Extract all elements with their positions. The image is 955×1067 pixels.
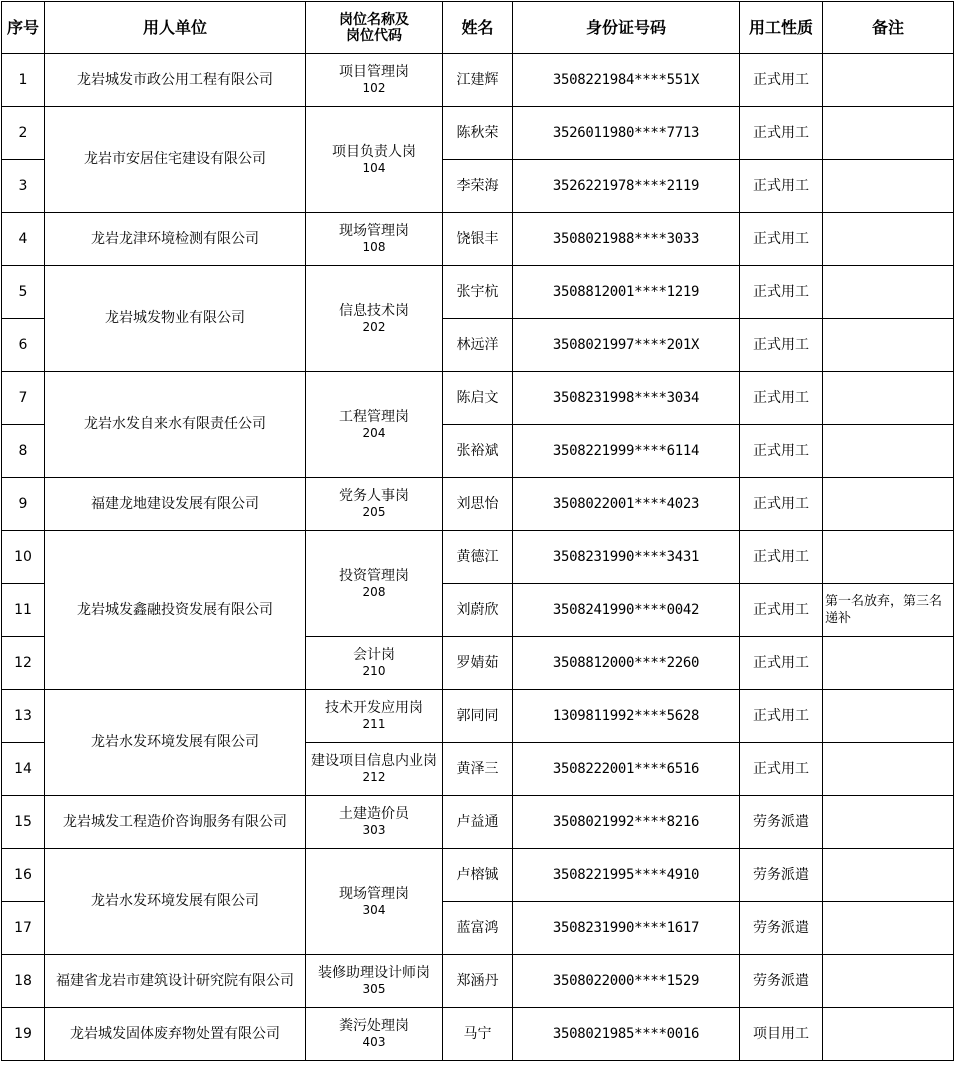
row-seq: 5 <box>2 266 45 319</box>
position-name: 技术开发应用岗 <box>325 700 423 716</box>
remark-cell: 第一名放弃，第三名递补 <box>823 584 954 637</box>
table-row <box>2 796 954 849</box>
person-name: 卢益通 <box>443 796 513 849</box>
position-cell <box>306 849 443 955</box>
table-row <box>2 266 954 319</box>
row-seq: 1 <box>2 54 45 107</box>
employment-type: 正式用工 <box>740 743 823 796</box>
position-code: 212 <box>362 770 386 784</box>
person-name: 林远洋 <box>443 319 513 372</box>
employment-type: 正式用工 <box>740 54 823 107</box>
employer-cell: 福建省龙岩市建筑设计研究院有限公司 <box>45 955 306 1008</box>
header-remarks: 备注 <box>823 2 954 54</box>
row-seq: 16 <box>2 849 45 902</box>
id-number: 3508221984****551X <box>513 54 740 107</box>
employer-cell: 龙岩龙津环境检测有限公司 <box>45 213 306 266</box>
row-seq: 8 <box>2 425 45 478</box>
id-number: 3508231990****3431 <box>513 531 740 584</box>
employment-type: 正式用工 <box>740 266 823 319</box>
employment-type: 劳务派遣 <box>740 849 823 902</box>
employer-cell: 龙岩城发物业有限公司 <box>45 266 306 372</box>
row-seq: 15 <box>2 796 45 849</box>
person-name: 罗婧茹 <box>443 637 513 690</box>
position-cell <box>306 213 443 266</box>
person-name: 陈秋荣 <box>443 107 513 160</box>
position-code: 108 <box>362 240 386 254</box>
remark-cell <box>823 1008 954 1061</box>
table-row <box>2 372 954 425</box>
row-seq: 13 <box>2 690 45 743</box>
position-name: 土建造价员 <box>339 806 409 822</box>
employer-cell: 龙岩城发鑫融投资发展有限公司 <box>45 531 306 690</box>
position-code: 205 <box>362 505 386 519</box>
position-name: 党务人事岗 <box>339 488 409 504</box>
header-name: 姓名 <box>443 2 513 54</box>
id-number: 3508021985****0016 <box>513 1008 740 1061</box>
header-seq: 序号 <box>2 2 45 54</box>
position-name: 会计岗 <box>353 647 395 663</box>
employment-type: 正式用工 <box>740 107 823 160</box>
position-code: 403 <box>362 1035 386 1049</box>
person-name: 卢榕铖 <box>443 849 513 902</box>
position-code: 208 <box>362 584 386 599</box>
table-row <box>2 955 954 1008</box>
remark-cell <box>823 690 954 743</box>
header-position <box>306 2 443 54</box>
remark-cell <box>823 796 954 849</box>
position-name: 项目管理岗 <box>339 64 409 80</box>
remark-cell <box>823 372 954 425</box>
row-seq: 10 <box>2 531 45 584</box>
table-row <box>2 107 954 160</box>
position-code: 304 <box>362 902 386 917</box>
position-cell <box>306 637 443 690</box>
row-seq: 19 <box>2 1008 45 1061</box>
id-number: 3508812001****1219 <box>513 266 740 319</box>
id-number: 3508812000****2260 <box>513 637 740 690</box>
employment-type: 劳务派遣 <box>740 955 823 1008</box>
id-number: 3508231998****3034 <box>513 372 740 425</box>
person-name: 李荣海 <box>443 160 513 213</box>
header-employment-type: 用工性质 <box>740 2 823 54</box>
header-row <box>2 2 954 54</box>
remark-cell <box>823 637 954 690</box>
table-row <box>2 531 954 584</box>
position-cell <box>306 796 443 849</box>
person-name: 刘思怡 <box>443 478 513 531</box>
position-cell <box>306 690 443 743</box>
row-seq: 9 <box>2 478 45 531</box>
employment-type: 正式用工 <box>740 319 823 372</box>
table-row <box>2 213 954 266</box>
employer-cell: 龙岩市安居住宅建设有限公司 <box>45 107 306 213</box>
id-number: 1309811992****5628 <box>513 690 740 743</box>
header-id-number: 身份证号码 <box>513 2 740 54</box>
person-name: 陈启文 <box>443 372 513 425</box>
position-name: 工程管理岗 <box>339 408 409 425</box>
position-code: 305 <box>362 982 386 996</box>
table-row <box>2 690 954 743</box>
employer-cell: 龙岩水发环境发展有限公司 <box>45 690 306 796</box>
position-cell <box>306 266 443 372</box>
position-name: 建设项目信息内业岗 <box>311 753 437 769</box>
header-position-line1: 岗位名称及 <box>339 11 409 28</box>
id-number: 3508022000****1529 <box>513 955 740 1008</box>
id-number: 3508021992****8216 <box>513 796 740 849</box>
id-number: 3508021988****3033 <box>513 213 740 266</box>
employment-type: 正式用工 <box>740 425 823 478</box>
position-name: 项目负责人岗 <box>332 143 416 160</box>
row-seq: 14 <box>2 743 45 796</box>
table-row <box>2 1008 954 1061</box>
employer-cell: 龙岩水发自来水有限责任公司 <box>45 372 306 478</box>
person-name: 饶银丰 <box>443 213 513 266</box>
table-row <box>2 478 954 531</box>
employer-cell: 福建龙地建设发展有限公司 <box>45 478 306 531</box>
position-name: 投资管理岗 <box>339 567 409 584</box>
employment-type: 正式用工 <box>740 531 823 584</box>
remark-cell <box>823 266 954 319</box>
position-cell <box>306 107 443 213</box>
row-seq: 11 <box>2 584 45 637</box>
person-name: 郑涵丹 <box>443 955 513 1008</box>
position-cell <box>306 372 443 478</box>
position-name: 现场管理岗 <box>339 885 409 902</box>
employer-cell: 龙岩水发环境发展有限公司 <box>45 849 306 955</box>
row-seq: 18 <box>2 955 45 1008</box>
position-cell <box>306 743 443 796</box>
header-employer: 用人单位 <box>45 2 306 54</box>
id-number: 3526011980****7713 <box>513 107 740 160</box>
employment-type: 正式用工 <box>740 584 823 637</box>
position-code: 303 <box>362 823 386 837</box>
remark-cell <box>823 54 954 107</box>
employment-type: 正式用工 <box>740 478 823 531</box>
employer-cell: 龙岩城发工程造价咨询服务有限公司 <box>45 796 306 849</box>
row-seq: 2 <box>2 107 45 160</box>
position-name: 现场管理岗 <box>339 223 409 239</box>
id-number: 3508241990****0042 <box>513 584 740 637</box>
id-number: 3508022001****4023 <box>513 478 740 531</box>
row-seq: 3 <box>2 160 45 213</box>
row-seq: 4 <box>2 213 45 266</box>
employment-type: 正式用工 <box>740 637 823 690</box>
remark-cell <box>823 902 954 955</box>
position-name: 装修助理设计师岗 <box>318 965 430 981</box>
row-seq: 6 <box>2 319 45 372</box>
remark-cell <box>823 107 954 160</box>
employment-type: 劳务派遣 <box>740 796 823 849</box>
employment-type: 正式用工 <box>740 690 823 743</box>
position-code: 102 <box>362 81 386 95</box>
remark-cell <box>823 955 954 1008</box>
row-seq: 7 <box>2 372 45 425</box>
person-name: 江建辉 <box>443 54 513 107</box>
remark-cell <box>823 213 954 266</box>
row-seq: 17 <box>2 902 45 955</box>
position-code: 202 <box>362 319 386 334</box>
position-code: 104 <box>362 160 386 175</box>
employment-type: 正式用工 <box>740 372 823 425</box>
remark-cell <box>823 425 954 478</box>
id-number: 3508222001****6516 <box>513 743 740 796</box>
remark-cell <box>823 319 954 372</box>
remark-cell <box>823 478 954 531</box>
table-row <box>2 54 954 107</box>
position-cell <box>306 955 443 1008</box>
person-name: 郭同同 <box>443 690 513 743</box>
person-name: 马宁 <box>443 1008 513 1061</box>
remark-cell <box>823 531 954 584</box>
person-name: 刘蔚欣 <box>443 584 513 637</box>
header-position-line2: 岗位代码 <box>346 27 402 44</box>
id-number: 3508221995****4910 <box>513 849 740 902</box>
id-number: 3508231990****1617 <box>513 902 740 955</box>
employer-cell: 龙岩城发固体废弃物处置有限公司 <box>45 1008 306 1061</box>
position-name: 信息技术岗 <box>339 302 409 319</box>
table-row <box>2 849 954 902</box>
person-name: 蓝富鸿 <box>443 902 513 955</box>
position-cell <box>306 1008 443 1061</box>
employment-type: 正式用工 <box>740 213 823 266</box>
person-name: 黄德江 <box>443 531 513 584</box>
person-name: 张宇杭 <box>443 266 513 319</box>
position-name: 粪污处理岗 <box>339 1018 409 1034</box>
remark-cell <box>823 160 954 213</box>
employment-type: 正式用工 <box>740 160 823 213</box>
employment-type: 项目用工 <box>740 1008 823 1061</box>
id-number: 3508021997****201X <box>513 319 740 372</box>
position-code: 211 <box>362 717 386 731</box>
position-code: 204 <box>362 425 386 440</box>
id-number: 3508221999****6114 <box>513 425 740 478</box>
person-name: 张裕斌 <box>443 425 513 478</box>
id-number: 3526221978****2119 <box>513 160 740 213</box>
remark-cell <box>823 849 954 902</box>
position-cell <box>306 54 443 107</box>
row-seq: 12 <box>2 637 45 690</box>
position-cell <box>306 478 443 531</box>
position-code: 210 <box>362 664 386 678</box>
employer-cell: 龙岩城发市政公用工程有限公司 <box>45 54 306 107</box>
person-name: 黄泽三 <box>443 743 513 796</box>
position-cell <box>306 531 443 637</box>
employment-type: 劳务派遣 <box>740 902 823 955</box>
recruitment-results-table <box>1 1 954 1061</box>
remark-cell <box>823 743 954 796</box>
